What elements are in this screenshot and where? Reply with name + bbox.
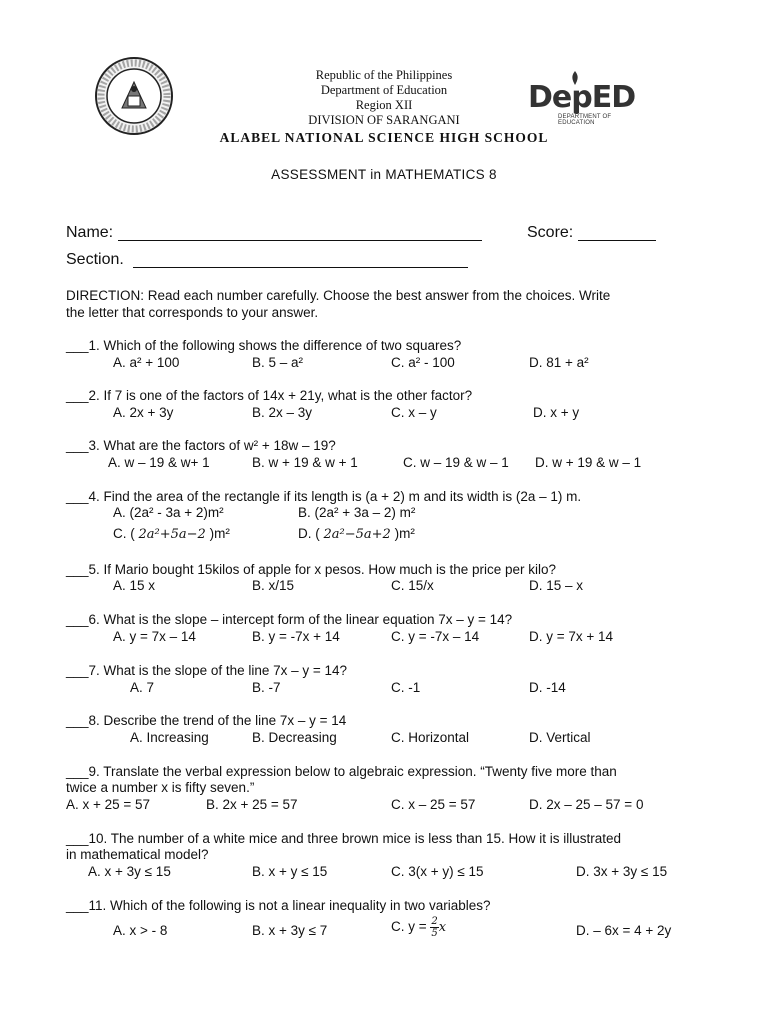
q10-choice-b: B. x + y ≤ 15 [252,864,328,879]
question-10-line-2: in mathematical model? [66,847,209,862]
question-10-line-1: ___10. The number of a white mice and three brown mice is less than 15. How it is illustrated [66,831,622,846]
q11-choice-b: B. x + 3y ≤ 7 [252,923,328,938]
question-1: ___1. Which of the following shows the difference of two squares? [66,338,462,353]
q1-choice-d: D. 81 + a² [529,355,589,370]
q4-choice-a: A. (2a² - 3a + 2)m² [113,505,224,520]
q9-choice-d: D. 2x – 25 – 57 = 0 [529,797,644,812]
question-4: ___4. Find the area of the rectangle if its length is (a + 2) m and its width is (2a – 1) m. [66,489,582,504]
deped-logo [528,70,638,124]
q4-choice-b: B. (2a² + 3a – 2) m² [298,505,416,520]
q2-choice-b: B. 2x – 3y [252,405,313,420]
q3-choice-a: A. w – 19 & w+ 1 [108,455,210,470]
question-9-line-1: ___9. Translate the verbal expression below to algebraic expression. “Twenty five more than [66,764,617,779]
q10-choice-d: D. 3x + 3y ≤ 15 [576,864,668,879]
q5-choice-d: D. 15 – x [529,578,584,593]
q9-choice-b: B. 2x + 25 = 57 [206,797,298,812]
q5-choice-c: C. 15/x [391,578,434,593]
section-label: Section. [66,251,124,268]
q7-choice-a: A. 7 [130,680,155,695]
q3-choice-d: D. w + 19 & w – 1 [535,455,642,470]
question-5: ___5. If Mario bought 15kilos of apple for x pesos. How much is the price per kilo? [66,562,557,577]
q3-choice-b: B. w + 19 & w + 1 [252,455,358,470]
question-2: ___2. If 7 is one of the factors of 14x + 21y, what is the other factor? [66,388,473,403]
direction-line-2: the letter that corresponds to your answer. [66,305,319,320]
q4-choice-c: C. ( 2a²+5a−2 )m² [113,526,230,542]
q8-choice-c: C. Horizontal [391,730,470,745]
q2-choice-d: D. x + y [533,405,580,420]
q6-choice-c: C. y = -7x – 14 [391,629,480,644]
section-line[interactable] [133,253,468,268]
q2-choice-c: C. x – y [391,405,437,420]
question-9-line-2: twice a number x is fifty seven.” [66,780,255,795]
q8-choice-d: D. Vertical [529,730,591,745]
school-name: ALABEL NATIONAL SCIENCE HIGH SCHOOL [219,130,549,145]
header-division: DIVISION OF SARANGANI [308,113,460,127]
q7-choice-c: C. -1 [391,680,421,695]
q7-choice-b: B. -7 [252,680,281,695]
q1-choice-c: C. a² - 100 [391,355,455,370]
q6-choice-d: D. y = 7x + 14 [529,629,614,644]
q9-choice-c: C. x – 25 = 57 [391,797,476,812]
q11-fraction: $\frac{2}{5}$ [431,916,438,939]
q5-choice-a: A. 15 x [113,578,156,593]
q6-choice-b: B. y = -7x + 14 [252,629,340,644]
header-republic: Republic of the Philippines [315,68,453,82]
q7-choice-d: D. -14 [529,680,566,695]
header-region: Region XII [355,98,413,112]
direction-line-1: DIRECTION: Read each number carefully. Choose the best answer from the choices. Write [66,288,611,303]
q8-choice-b: B. Decreasing [252,730,337,745]
q5-choice-b: B. x/15 [252,578,295,593]
score-line[interactable] [578,226,656,241]
question-8: ___8. Describe the trend of the line 7x – y = 14 [66,713,347,728]
q10-choice-c: C. 3(x + y) ≤ 15 [391,864,484,879]
question-6: ___6. What is the slope – intercept form of the linear equation 7x – y = 14? [66,612,513,627]
score-label: Score: [527,224,574,241]
name-line[interactable] [118,226,482,241]
q4-choice-d: D. ( 2a²−5a+2 )m² [298,526,415,542]
header-department: Department of Education [320,83,448,97]
q11-choice-d: D. – 6x = 4 + 2y [576,923,672,938]
q10-choice-a: A. x + 3y ≤ 15 [88,864,171,879]
q11-choice-c: C. y = $\frac{2}{5}$ x [391,916,447,939]
deped-logo-subtext: DEPARTMENT OF EDUCATION [558,114,612,126]
name-label: Name: [66,224,114,241]
q1-choice-a: A. a² + 100 [113,355,180,370]
q3-choice-c: C. w – 19 & w – 1 [403,455,509,470]
q11-choice-a: A. x > - 8 [113,923,168,938]
question-11: ___11. Which of the following is not a linear inequality in two variables? [66,898,491,913]
deped-logo-text: DepED [528,80,636,115]
q8-choice-a: A. Increasing [130,730,209,745]
q2-choice-a: A. 2x + 3y [113,405,174,420]
q6-choice-a: A. y = 7x – 14 [113,629,196,644]
question-3: ___3. What are the factors of w² + 18w – 19? [66,438,336,453]
q1-choice-b: B. 5 – a² [252,355,304,370]
q9-choice-a: A. x + 25 = 57 [66,797,151,812]
assessment-title: ASSESSMENT in MATHEMATICS 8 [271,167,497,182]
question-7: ___7. What is the slope of the line 7x – y = 14? [66,663,348,678]
